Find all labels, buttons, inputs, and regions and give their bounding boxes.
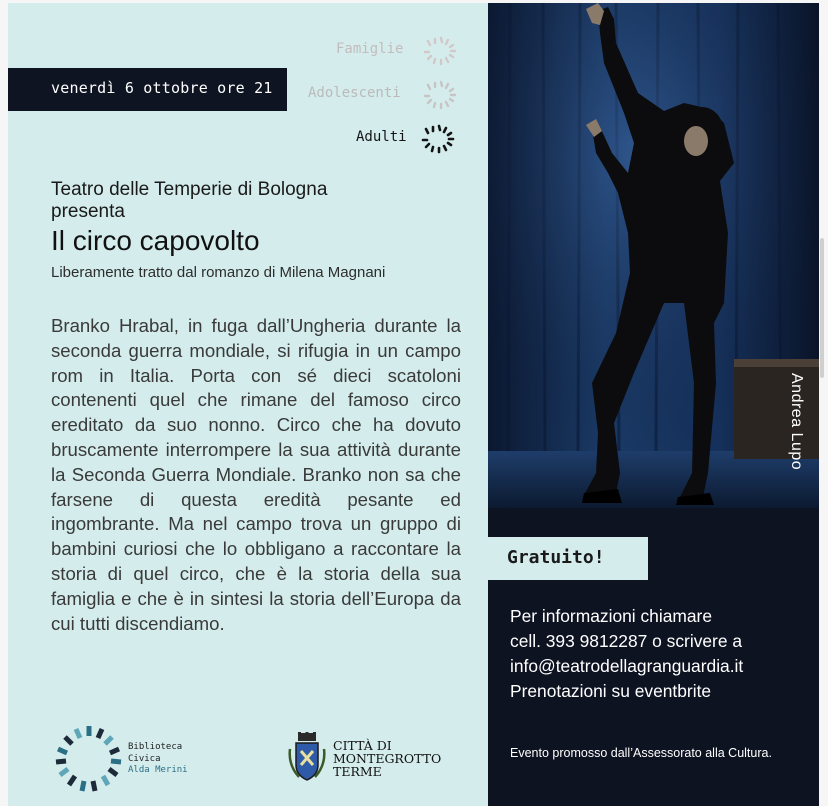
promoter-note: Evento promosso dall’Assessorato alla Cultura. bbox=[510, 746, 772, 760]
photo-credit: Andrea Lupo bbox=[788, 373, 805, 471]
presenter-verb: presenta bbox=[51, 201, 125, 222]
city-name-line2: MONTEGROTTO bbox=[333, 751, 442, 766]
show-description: Branko Hrabal, in fuga dall’Ungheria durante la seconda guerra mondiale, si rifugia in un campo rom in Italia. Porta con sé dieci scatoloni contenenti quel che rimane del famoso circo ereditato da suo nonno. Circo che ha dovuto bruscamente interrompere la sua attività durante la Seconda Guerra Mondiale. Branko non sa che farsene di questa eredità pesante ed ingombrante. Ma nel campo trova un gruppo di bambini curiosi che lo obbligano a raccontare la storia di quel circo, che è la storia della sua famiglia e che è in sintesi la storia dell’Europa da cui tutti discendiamo. bbox=[51, 315, 461, 634]
library-logo-icon bbox=[52, 722, 126, 796]
performer-photo bbox=[488, 3, 819, 508]
audience-teens: Adolescenti bbox=[308, 85, 401, 101]
city-crest-icon bbox=[287, 731, 327, 783]
audience-families-icon bbox=[420, 34, 462, 68]
city-name bbox=[333, 739, 441, 778]
booking-note: Prenotazioni su eventbrite bbox=[510, 681, 712, 701]
library-name bbox=[128, 742, 188, 777]
city-name-line3: TERME bbox=[333, 764, 382, 779]
library-name-line2: Civica bbox=[128, 753, 161, 764]
audience-adults: Adulti bbox=[356, 129, 407, 145]
show-title: Il circo capovolto bbox=[51, 225, 260, 256]
contact-line-call: Per informazioni chiamare bbox=[510, 606, 713, 626]
contact-email: info@teatrodellagranguardia.it bbox=[510, 656, 744, 676]
event-date: venerdì 6 ottobre ore 21 bbox=[51, 79, 273, 97]
city-name-line1: CITTÀ DI bbox=[333, 738, 392, 753]
presenter bbox=[51, 179, 431, 223]
show-subtitle: Liberamente tratto dal romanzo di Milena Magnani bbox=[51, 264, 386, 281]
price-label: Gratuito! bbox=[507, 547, 605, 568]
audience-teens-icon bbox=[420, 78, 462, 112]
contact-phone: cell. 393 9812287 o scrivere a bbox=[510, 631, 743, 651]
library-name-line1: Biblioteca bbox=[128, 742, 183, 752]
library-name-line3: Alda Merini bbox=[128, 765, 188, 775]
contact-info bbox=[510, 604, 743, 704]
audience-families: Famiglie bbox=[336, 41, 404, 57]
scrollbar[interactable] bbox=[820, 238, 824, 378]
presenter-company: Teatro delle Temperie di Bologna bbox=[51, 179, 328, 200]
audience-adults-icon bbox=[418, 122, 460, 158]
